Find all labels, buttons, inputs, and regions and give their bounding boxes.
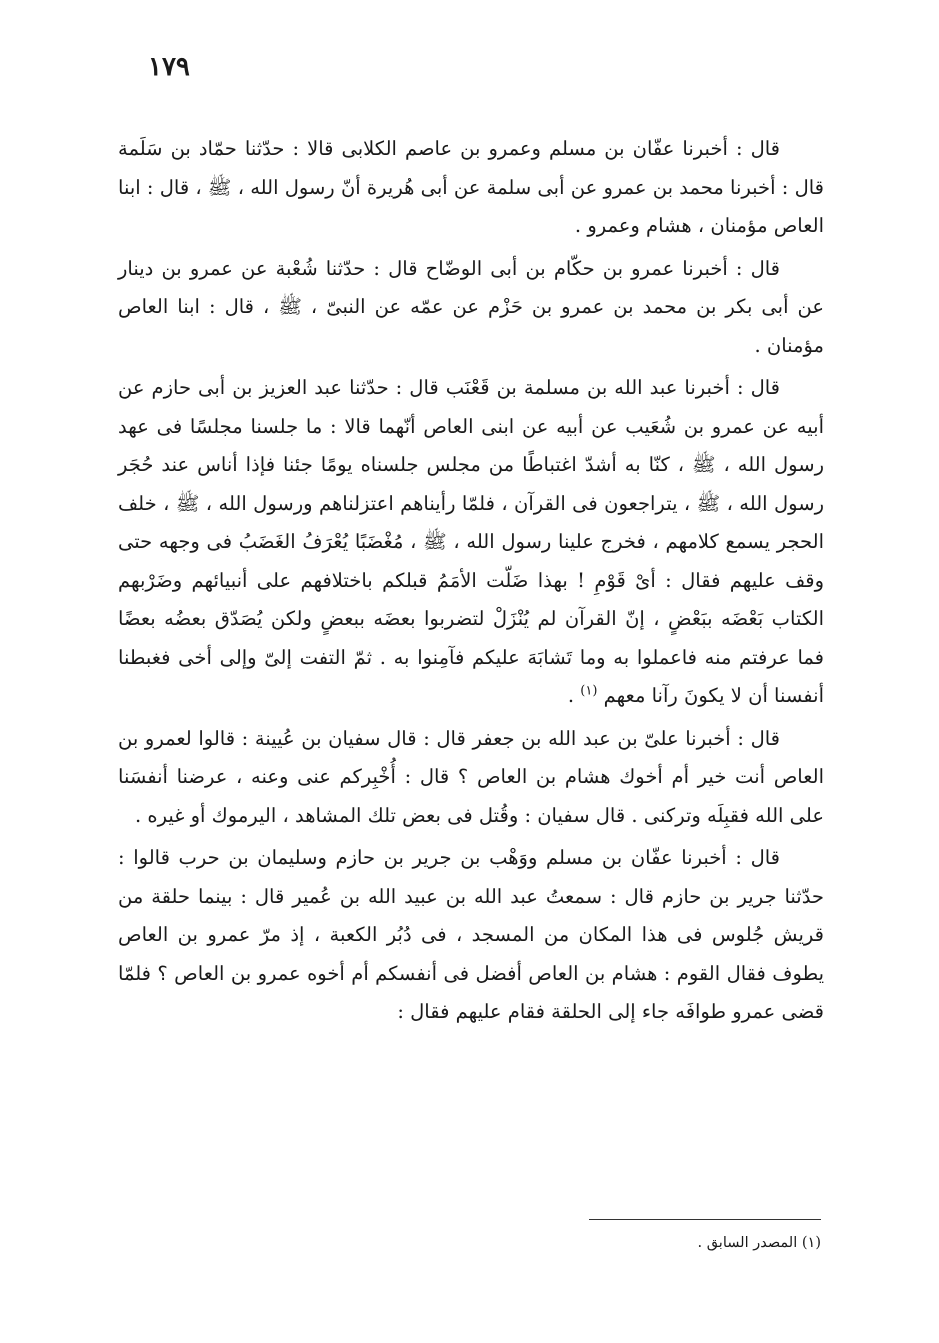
paragraph-3-text: قال : أخبرنا عبد الله بن مسلمة بن قَعْنَب قال : حدّثنا عبد العزيز بن أبى حازم عن أبيه عن عمرو بن شُعَيب عن أبيه عن ابنى العاص أنّهما قالا : ما جلسنا مجلسًا فى عهد رسول الله ، ﷺ ، كنّا به أشدّ اغتباطًا من مجلس جلسناه يومًا جئنا فإذا أناس عند حُجَر رسول الله ، ﷺ ، يتراجعون فى القرآن ، فلمّا رأيناهم اعتزلناهم ورسول الله ، ﷺ ، خلف الحجر يسمع كلامهم ، فخرج علينا رسول الله ، ﷺ ، مُغْضَبًا يُعْرَفُ الغَضَبُ فى وجهه حتى وقف عليهم فقال : أىْ قَوْمِ ! بهذا ضَلّت الأمَمُ قبلكم باختلافهم على أنبيائهم وضَرْبهم الكتاب بَعْضَه ببَعْضٍ ، إنّ القرآن لم يُنْزَلْ لتضربوا بعضَه ببعضٍ ولكن يُصَدّق بعضُه بعضًا فما عرفتم منه فاعملوا به وما تَشابَهَ عليكم فآمِنوا به . ثمّ التفت إلىّ وإلى أخى فغبطنا أنفسنا أن لا يكونَ رآنا معهم <box>118 376 824 707</box>
paragraph-5: قال : أخبرنا عفّان بن مسلم ووَهْب بن جرير بن حازم وسليمان بن حرب قالوا : حدّثنا جرير بن حازم قال : سمعتُ عبد الله بن عبيد الله بن عُمير قال : بينما حلقة من قريش جُلوس فى هذا المكان من المسجد ، فى دُبُر الكعبة ، إذ مرّ عمرو بن العاص يطوف فقال القوم : هشام بن العاص أفضل فى أنفسكم أم أخوه عمرو بن العاص ؟ فلمّا قضى عمرو طوافَه جاء إلى الحلقة فقام عليهم فقال : <box>118 846 824 1023</box>
footnote-reference: (١) <box>580 683 598 699</box>
page-number: ١٧٩ <box>148 52 190 82</box>
paragraph-4: قال : أخبرنا علىّ بن عبد الله بن جعفر قال : قال سفيان بن عُيينة : قالوا لعمرو بن العاص أنت خير أم أخوك هشام بن العاص ؟ قال : أُخْبِركم عنى وعنه ، عرضنا أنفسَنا على الله فقبِلَه وتركنى . قال سفيان : وقُتل فى بعض تلك المشاهد ، اليرموك أو غيره . <box>118 726 824 827</box>
paragraph-1: قال : أخبرنا عفّان بن مسلم وعمرو بن عاصم الكلابى قالا : حدّثنا حمّاد بن سَلَمة قال : أخبرنا محمد بن عمرو عن أبى سلمة عن أبى هُريرة أنّ رسول الله ، ﷺ ، قال : ابنا العاص مؤمنان ، هشام وعمرو . <box>118 137 824 237</box>
paragraph-2: قال : أخبرنا عمرو بن حكّام بن أبى الوضّاح قال : حدّثنا شُعْبة عن عمرو بن دينار عن أبى بكر بن محمد بن عمرو بن حَزْم عن عمّه عن النبىّ ، ﷺ ، قال : ابنا العاص مؤمنان . <box>118 256 824 357</box>
footnote-divider <box>589 1219 821 1220</box>
paragraph-3 <box>118 369 824 716</box>
main-text <box>118 130 824 1036</box>
footnote-text: (١) المصدر السابق . <box>697 1235 821 1251</box>
paragraph-3-end: . <box>567 684 581 707</box>
